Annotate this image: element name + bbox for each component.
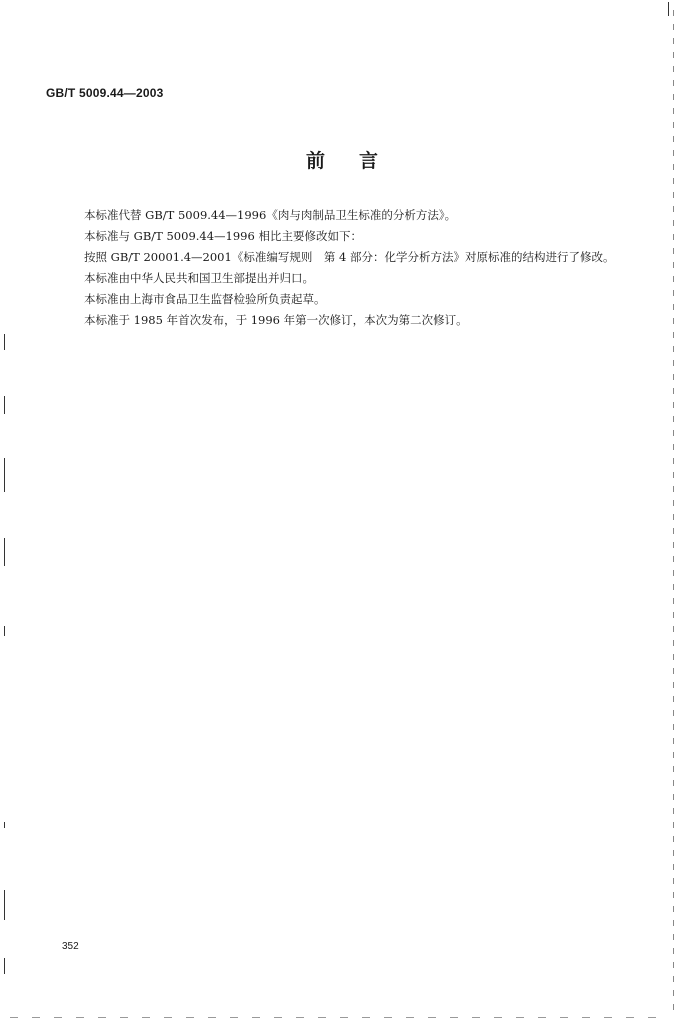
paragraph-replaces: 本标准代替 GB/T 5009.44—1996《肉与肉制品卫生标准的分析方法》。 bbox=[84, 208, 457, 222]
paragraph-structure-change: 按照 GB/T 20001.4—2001《标准编写规则 第 4 部分：化学分析方法》对原标准的结构进行了修改。 bbox=[84, 250, 615, 264]
scan-mark-left-5 bbox=[4, 626, 5, 636]
scan-border-right bbox=[673, 10, 674, 1014]
paragraph-changes-intro: 本标准与 GB/T 5009.44—1996 相比主要修改如下： bbox=[84, 229, 362, 243]
page-title: 前言 bbox=[305, 150, 412, 172]
scan-mark-left-2 bbox=[4, 396, 5, 414]
scan-mark-top-right bbox=[668, 2, 669, 16]
paragraph-history: 本标准于 1985 年首次发布，于 1996 年第一次修订，本次为第二次修订。 bbox=[84, 313, 468, 327]
paragraph-proposed-by: 本标准由中华人民共和国卫生部提出并归口。 bbox=[84, 271, 314, 285]
page-number: 352 bbox=[62, 941, 79, 952]
scan-mark-left-6 bbox=[4, 822, 5, 828]
scan-mark-left-1 bbox=[4, 334, 5, 350]
foreword-body bbox=[46, 205, 632, 331]
scan-mark-left-4 bbox=[4, 538, 5, 566]
scan-mark-left-3 bbox=[4, 458, 5, 492]
scan-mark-left-8 bbox=[4, 958, 5, 974]
standard-code: GB/T 5009.44—2003 bbox=[46, 86, 164, 100]
scan-border-bottom bbox=[10, 1017, 664, 1018]
paragraph-drafted-by: 本标准由上海市食品卫生监督检验所负责起草。 bbox=[84, 292, 326, 306]
scan-mark-left-7 bbox=[4, 890, 5, 920]
